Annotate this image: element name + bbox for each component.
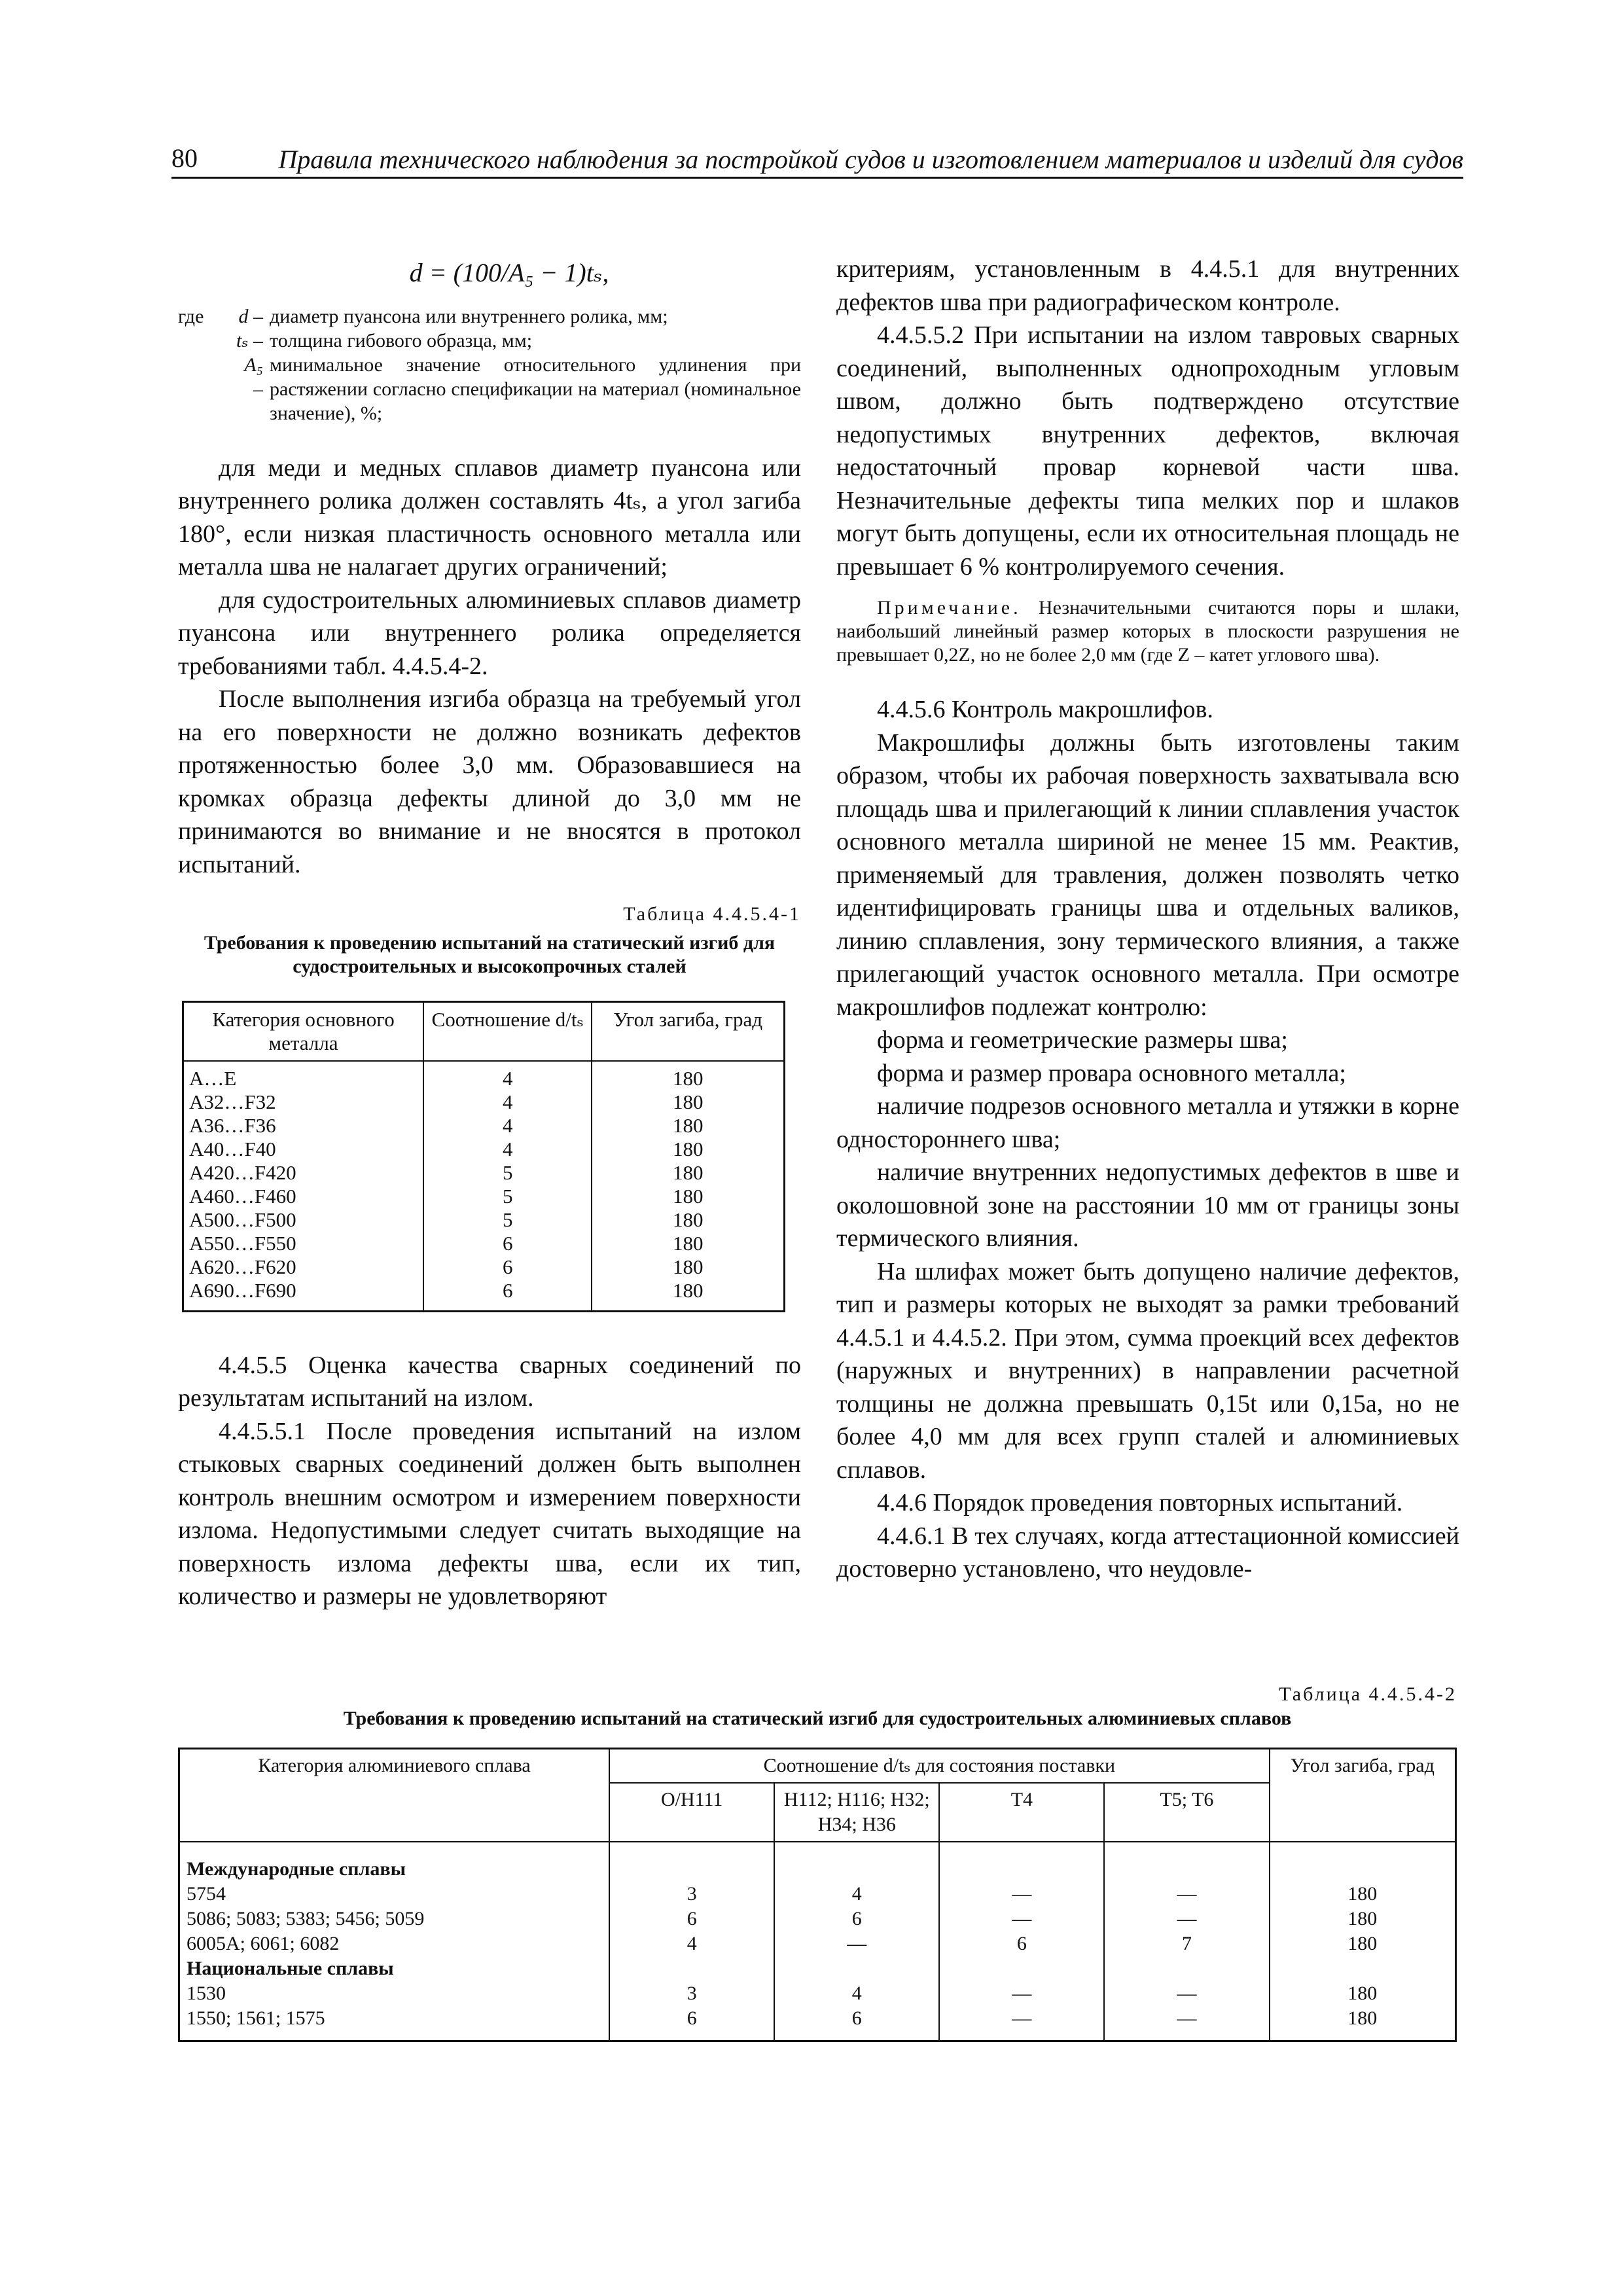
table-title: Требования к проведению испытаний на статический изгиб для судостроительных и высокопрочных сталей [204,931,776,977]
table-cell: 1530 [179,1981,610,2006]
table-header: Соотношение d/tₛ для состояния поставки [609,1749,1269,1784]
table-cell: 180 [592,1161,784,1185]
table-cell: 4 [423,1090,592,1114]
table-cell: 4 [423,1138,592,1161]
table-cell: 6 [939,1931,1104,1956]
table-row [179,1907,1456,1931]
definition-symbol: d – [238,305,263,327]
table-cell: — [939,1882,1104,1907]
table-row [183,1279,785,1312]
table-cell: 180 [1270,1981,1456,2006]
table-cell: 6 [423,1232,592,1255]
section-heading-paragraph: 4.4.6 Порядок проведения повторных испытаний. [877,1489,1403,1516]
table-subheader: O/H111 [609,1783,774,1842]
table-cell: 5 [423,1208,592,1232]
table-subheader: T4 [939,1783,1104,1842]
table-header: Категория алюминиевого сплава [179,1749,610,1842]
table-header: Угол загиба, град [1270,1749,1456,1842]
table-title: Требования к проведению испытаний на статический изгиб для судостроительных алюминиевых сплавов [343,1708,1292,1729]
definition-row [178,304,801,329]
table-cell: 6005A; 6061; 6082 [179,1931,610,1956]
table-row [179,2006,1456,2041]
running-title: Правила технического наблюдения за постройкой судов и изготовлением материалов и изделий для судов [278,145,1463,174]
table-cell: 1550; 1561; 1575 [179,2006,610,2041]
table-row [179,1882,1456,1907]
table-body [179,1842,1456,2041]
note-text: Незначительными считаются поры и шлаки, наибольший линейный размер которых в плоскости разрушения не превышает 0,2Z, но не более 2,0 мм (где Z – катет углового шва). [836,597,1459,666]
header-rule [171,177,1463,179]
table-cell: 5 [423,1161,592,1185]
definition-text: минимальное значение относительного удлинения при растяжении согласно спецификации на материал (номинальное значение), %; [270,353,801,424]
table-caption: Таблица 4.4.5.4-2 [1279,1683,1457,1705]
paragraph: 4.4.6.1 В тех случаях, когда аттестационной комиссией достоверно установлено, что неудовле- [836,1522,1459,1583]
table-cell: 6 [609,1907,774,1931]
paragraph: критериям, установленным в 4.4.5.1 для внутренних дефектов шва при радиографическом контроле. [836,255,1459,316]
table-cell: 3 [609,1981,774,2006]
table-cell: 180 [592,1185,784,1208]
table-cell: A690…F690 [183,1279,424,1312]
table-cell: 6 [423,1255,592,1279]
paragraph: для меди и медных сплавов диаметр пуансона или внутреннего ролика должен составлять 4tₛ, а угол загиба 180°, если низкая пластичность основного металла или металла шва не налагает других ограничений; [178,454,801,581]
table-row [183,1090,785,1114]
paragraph: 4.4.5.5.1 После проведения испытаний на излом стыковых сварных соединений должен быть выполнен контроль внешним осмотром и измерением поверхности излома. Недопустимыми следует считать выходящие на поверхность излома дефекты шва, если их тип, количество и размеры не удовлетворяют [178,1417,801,1610]
table-cell: 6 [774,1907,939,1931]
table-cell: A420…F420 [183,1161,424,1185]
left-column [178,253,801,1613]
table-row [179,1981,1456,2006]
definition-symbol: tₛ – [236,329,263,351]
note [836,596,1459,667]
list-item: форма и геометрические размеры шва; [877,1026,1288,1054]
table-subheader: H112; H116; H32; H34; H36 [774,1783,939,1842]
aluminium-bend-table [178,1748,1457,2042]
table-cell: 4 [609,1931,774,1956]
paragraph: для судостроительных алюминиевых сплавов диаметр пуансона или внутреннего ролика определяется требованиями табл. 4.4.5.4-2. [178,586,801,680]
table-subheader: T5; T6 [1104,1783,1269,1842]
table-cell: 180 [592,1114,784,1138]
table-row [183,1161,785,1185]
table-cell: — [939,2006,1104,2041]
table-cell: 7 [1104,1931,1269,1956]
table-cell: 180 [1270,2006,1456,2041]
definition-text: диаметр пуансона или внутреннего ролика, мм; [270,305,668,327]
page-number: 80 [171,143,198,173]
table-cell: — [1104,2006,1269,2041]
table-cell: A550…F550 [183,1232,424,1255]
list-item: наличие подрезов основного металла и утяжки в корне одностороннего шва; [836,1092,1459,1153]
table-group-label: Национальные сплавы [179,1956,610,1981]
table-cell: 180 [592,1208,784,1232]
definition-text: толщина гибового образца, мм; [270,329,533,351]
table-body [183,1061,785,1312]
formula: d = (100/A₅ − 1)tₛ, [409,258,609,287]
table-cell: A36…F36 [183,1114,424,1138]
table-cell: — [939,1981,1104,2006]
table-cell: 180 [592,1061,784,1090]
table-cell: 180 [1270,1882,1456,1907]
table-cell: 4 [774,1882,939,1907]
table-cell: 5 [423,1185,592,1208]
page-header [171,143,1463,178]
table-cell: 180 [592,1138,784,1161]
paragraph: Макрошлифы должны быть изготовлены таким образом, чтобы их рабочая поверхность захватывала всю площадь шва и прилегающий к линии сплавления участок основного металла шириной не менее 15 мм. Реактив, применяемый для травления, должен позволять четко идентифицировать границы шва и отдельных валиков, линию сплавления, зону термического влияния, а также прилегающий участок основного металла. При осмотре макрошлифов подлежат контролю: [836,728,1459,1021]
table-cell: 6 [609,2006,774,2041]
definition-symbol: A₅ – [244,353,263,400]
table-row [183,1232,785,1255]
steel-bend-table [182,1001,785,1312]
table-cell: 6 [423,1279,592,1312]
note-label: Примечание. [877,597,1022,619]
section-heading-paragraph: 4.4.5.5 Оценка качества сварных соединений по результатам испытаний на излом. [178,1351,801,1412]
table-row [183,1185,785,1208]
table-cell: A460…F460 [183,1185,424,1208]
list-item: форма и размер провара основного металла; [877,1059,1346,1087]
table-cell: A40…F40 [183,1138,424,1161]
table-cell: 5086; 5083; 5383; 5456; 5059 [179,1907,610,1931]
formula-definitions [178,304,801,425]
table-caption: Таблица 4.4.5.4-1 [623,903,801,925]
table-cell: 6 [774,2006,939,2041]
table-header: Категория основного металла [183,1001,424,1061]
table-row [183,1114,785,1138]
aluminium-table-block [178,1683,1457,2042]
table-cell: 3 [609,1882,774,1907]
definition-row [178,329,801,353]
section-heading-paragraph: 4.4.5.6 Контроль макрошлифов. [877,696,1213,723]
table-cell: A32…F32 [183,1090,424,1114]
table-cell: — [1104,1907,1269,1931]
table-cell: A500…F500 [183,1208,424,1232]
table-row [183,1255,785,1279]
table-cell: A620…F620 [183,1255,424,1279]
table-group-label: Международные сплавы [179,1842,610,1882]
table-row [183,1208,785,1232]
table-row [183,1138,785,1161]
table-cell: — [1104,1882,1269,1907]
table-cell: 180 [592,1279,784,1312]
table-cell: 180 [592,1090,784,1114]
table-cell: 180 [592,1232,784,1255]
table-cell: 180 [1270,1931,1456,1956]
definition-row [178,353,801,425]
table-cell: A…E [183,1061,424,1090]
table-group-row [179,1842,1456,1882]
right-column [836,253,1459,1586]
table-cell: 5754 [179,1882,610,1907]
table-cell: 4 [423,1114,592,1138]
table-cell: 180 [1270,1907,1456,1931]
table-cell: 4 [774,1981,939,2006]
where-label: где [178,305,204,327]
table-cell: — [939,1907,1104,1931]
table-cell: 4 [423,1061,592,1090]
list-item: наличие внутренних недопустимых дефектов в шве и околошовной зоне на расстоянии 10 мм от границы зоны термического влияния. [836,1158,1459,1252]
table-group-row [179,1956,1456,1981]
table-header: Соотношение d/tₛ [423,1001,592,1061]
paragraph: 4.4.5.5.2 При испытании на излом тавровых сварных соединений, выполненных однопроходным угловым швом, должно быть подтверждено отсутствие недопустимых внутренних дефектов, включая недостаточный провар корневой части шва. Незначительные дефекты типа мелких пор и шлаков могут быть допущены, если их относительная площадь не превышает 6 % контролируемого сечения. [836,321,1459,581]
table-row [183,1061,785,1090]
paragraph: После выполнения изгиба образца на требуемый угол на его поверхности не должно возникать дефектов протяженностью более 3,0 мм. Образовавшиеся на кромках образца дефекты длиной до 3,0 мм не принимаются во внимание и не вносятся в протокол испытаний. [178,685,801,878]
table-row [179,1931,1456,1956]
table-cell: 180 [592,1255,784,1279]
paragraph: На шлифах может быть допущено наличие дефектов, тип и размеры которых не выходят за рамки требований 4.4.5.1 и 4.4.5.2. При этом, сумма проекций всех дефектов (наружных и внутренних) в направлении расчетной толщины не должна превышать 0,15t или 0,15a, но не более 4,0 мм для всех групп сталей и алюминиевых сплавов. [836,1257,1459,1484]
table-cell: — [1104,1981,1269,2006]
table-cell: — [774,1931,939,1956]
table-header: Угол загиба, град [592,1001,784,1061]
